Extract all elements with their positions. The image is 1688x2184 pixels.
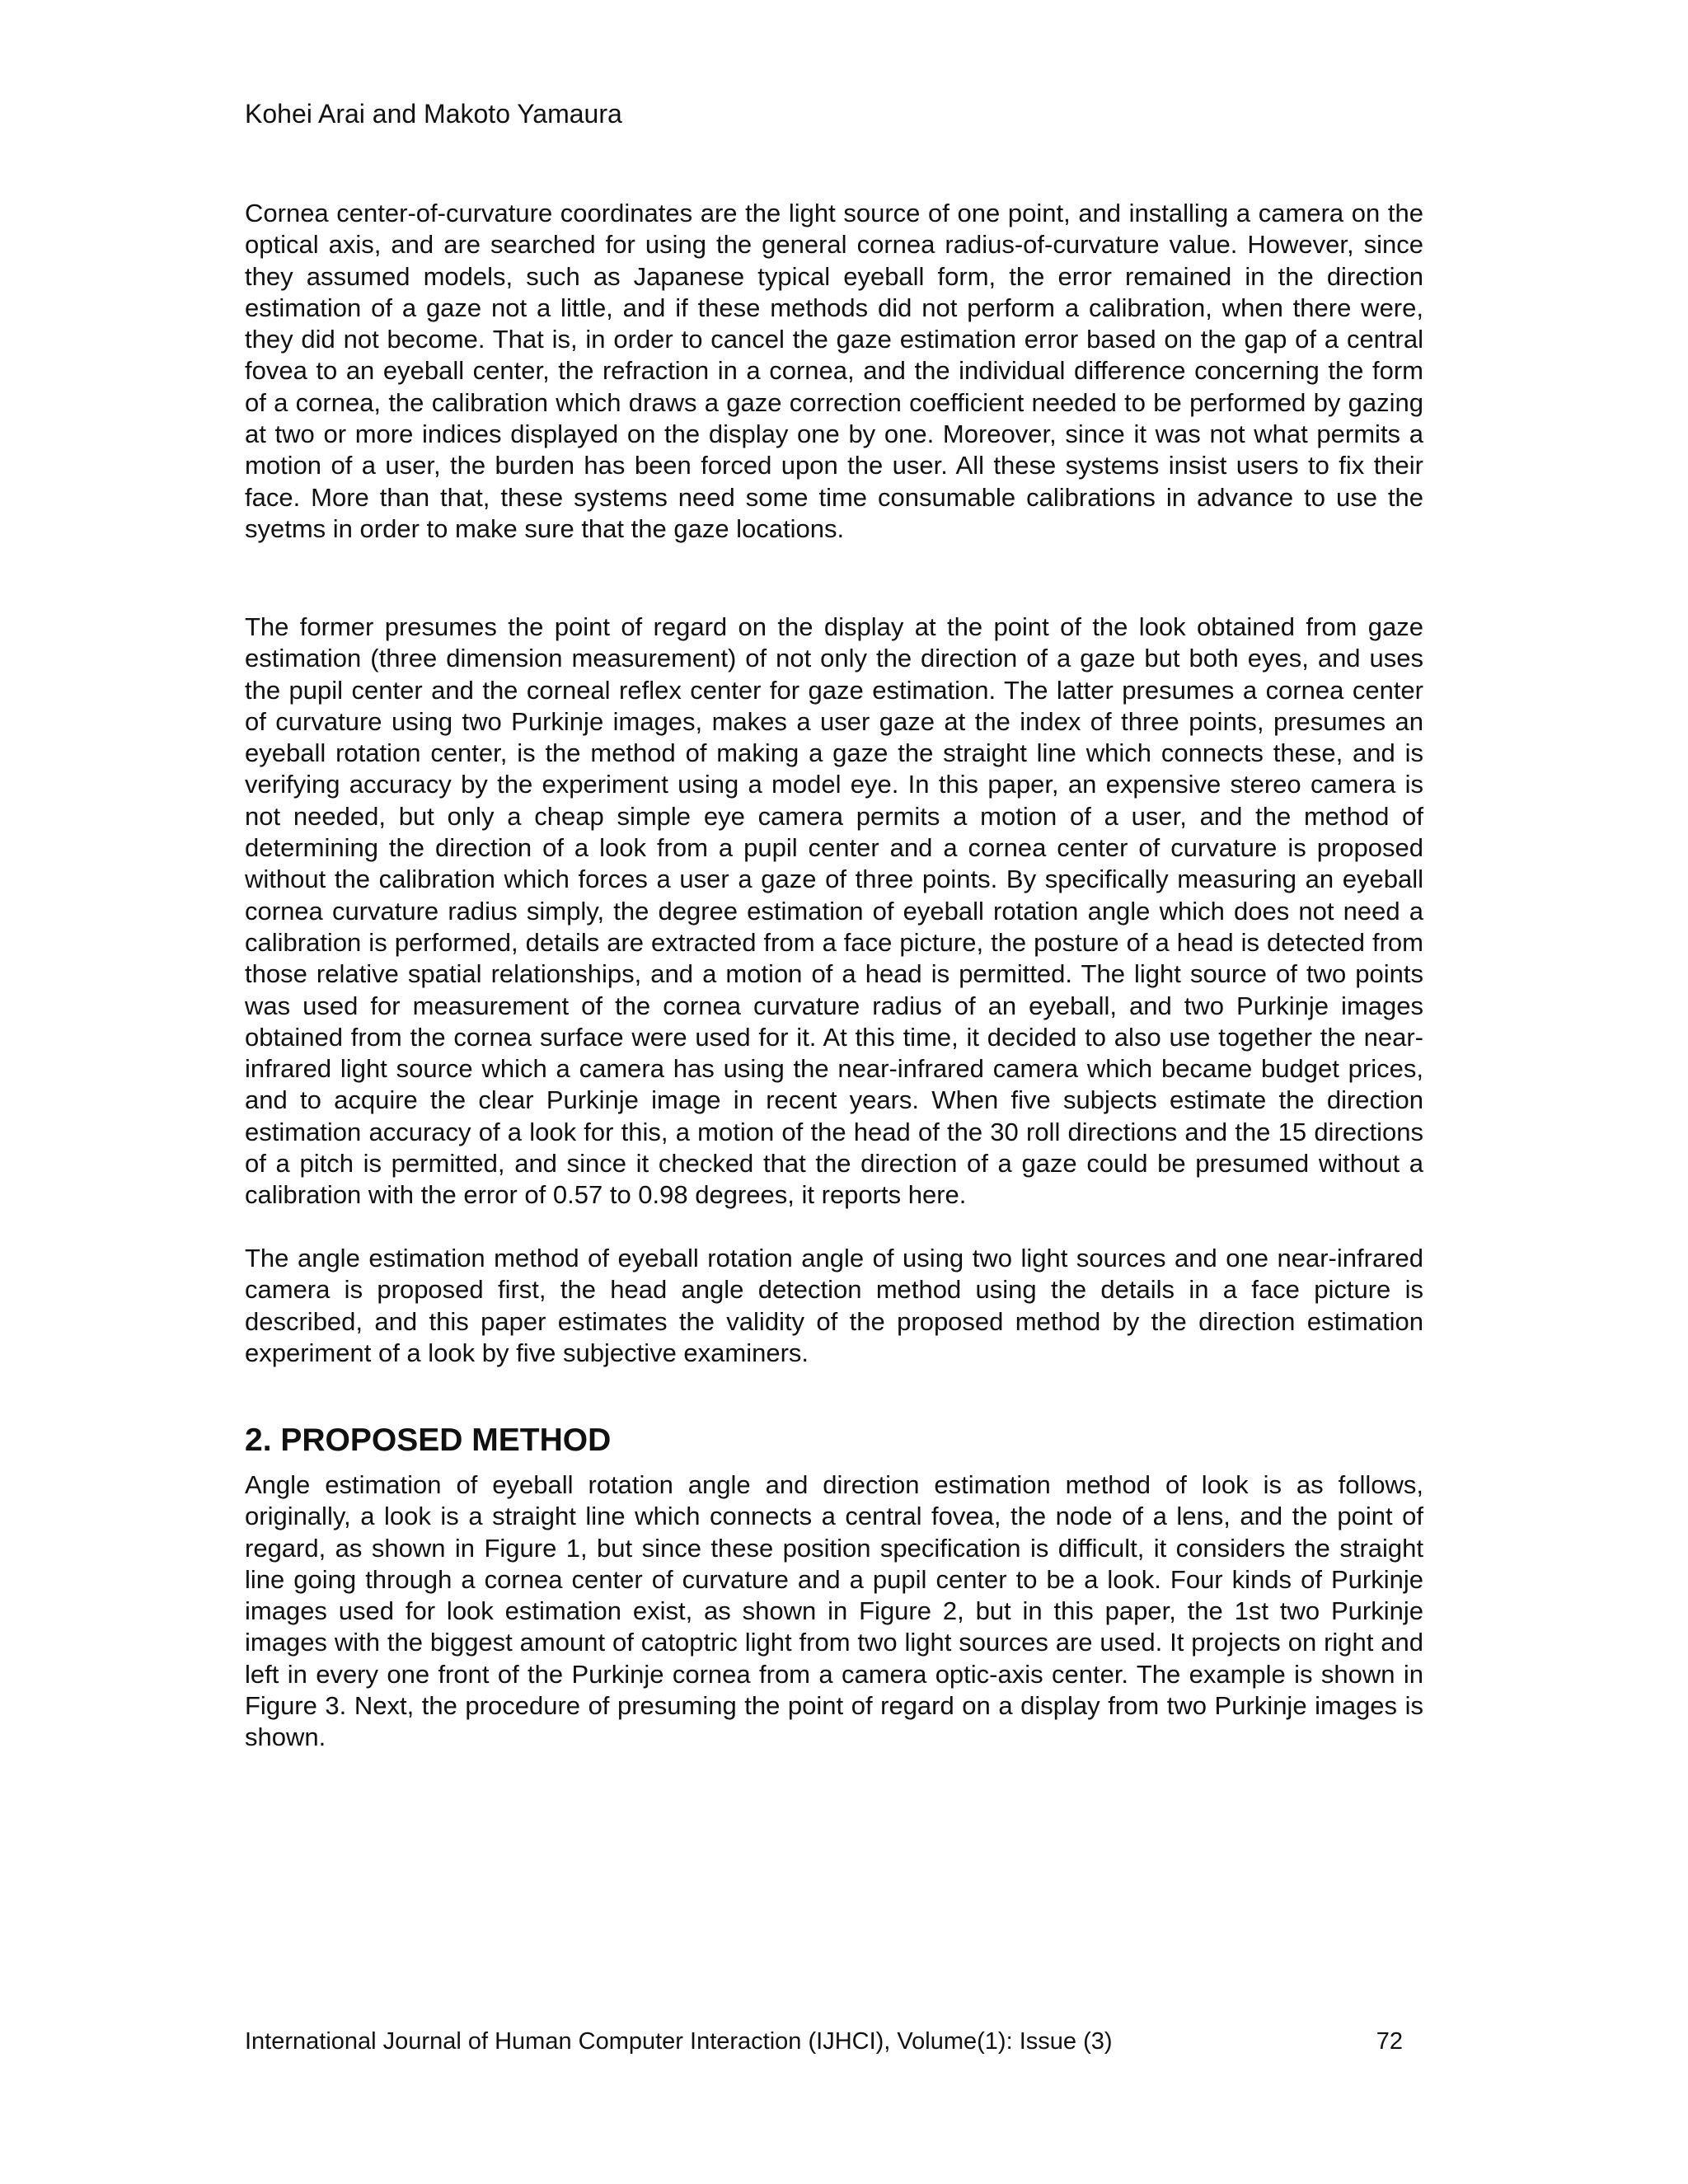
body-paragraph: Cornea center-of-curvature coordinates are the light source of one point, and installing a camera on the optical axis, and are searched for using the general cornea radius-of-curvature value. However, since they assumed models, such as Japanese typical eyeball form, the error remained in the direction estimation of a gaze not a little, and if these methods did not perform a calibration, when there were, they did not become. That is, in order to cancel the gaze estimation error based on the gap of a central fovea to an eyeball center, the refraction in a cornea, and the individual difference concerning the form of a cornea, the calibration which draws a gaze correction coefficient needed to be performed by gazing at two or more indices displayed on the display one by one. Moreover, since it was not what permits a motion of a user, the burden has been forced upon the user. All these systems insist users to fix their face. More than that, these systems need some time consumable calibrations in advance to use the syetms in order to make sure that the gaze locations. [245, 199, 1423, 543]
page-number: 72 [1376, 2028, 1403, 2055]
running-header: Kohei Arai and Makoto Yamaura [245, 99, 622, 129]
section-heading: 2. PROPOSED METHOD [245, 1422, 612, 1458]
body-paragraph: The former presumes the point of regard on the display at the point of the look obtained from gaze estimation (three dimension measurement) of not only the direction of a gaze but both eyes, and uses the pupil center and the corneal reflex center for gaze estimation. The latter presumes a cornea center of curvature using two Purkinje images, makes a user gaze at the index of three points, presumes an eyeball rotation center, is the method of making a gaze the straight line which connects these, and is verifying accuracy by the experiment using a model eye. In this paper, an expensive stereo camera is not needed, but only a cheap simple eye camera permits a motion of a user, and the method of determining the direction of a look from a pupil center and a cornea center of curvature is proposed without the calibration which forces a user a gaze of three points. By specifically measuring an eyeball cornea curvature radius simply, the degree estimation of eyeball rotation angle which does not need a calibration is performed, details are extracted from a face picture, the posture of a head is detected from those relative spatial relationships, and a motion of a head is permitted. The light source of two points was used for measurement of the cornea curvature radius of an eyeball, and two Purkinje images obtained from the cornea surface were used for it. At this time, it decided to also use together the near-infrared light source which a camera has using the near-infrared camera which became budget prices, and to acquire the clear Purkinje image in recent years. When five subjects estimate the direction estimation accuracy of a look for this, a motion of the head of the 30 roll directions and the 15 directions of a pitch is permitted, and since it checked that the direction of a gaze could be presumed without a calibration with the error of 0.57 to 0.98 degrees, it reports here. [245, 612, 1423, 1210]
body-paragraph: The angle estimation method of eyeball rotation angle of using two light sources and one near-infrared camera is proposed first, the head angle detection method using the details in a face picture is described, and this paper estimates the validity of the proposed method by the direction estimation experiment of a look by five subjective examiners. [245, 1244, 1423, 1367]
page-footer [245, 2027, 1403, 2056]
section-paragraph: Angle estimation of eyeball rotation angle and direction estimation method of look is as follows, originally, a look is a straight line which connects a central fovea, the node of a lens, and the point of regard, as shown in Figure 1, but since these position specification is difficult, it considers the straight line going through a cornea center of curvature and a pupil center to be a look. Four kinds of Purkinje images used for look estimation exist, as shown in Figure 2, but in this paper, the 1st two Purkinje images with the biggest amount of catoptric light from two light sources are used. It projects on right and left in every one front of the Purkinje cornea from a camera optic-axis center. The example is shown in Figure 3. Next, the procedure of presuming the point of regard on a display from two Purkinje images is shown. [245, 1470, 1423, 1752]
journal-citation: International Journal of Human Computer Interaction (IJHCI), Volume(1): Issue (3) [245, 2028, 1113, 2055]
